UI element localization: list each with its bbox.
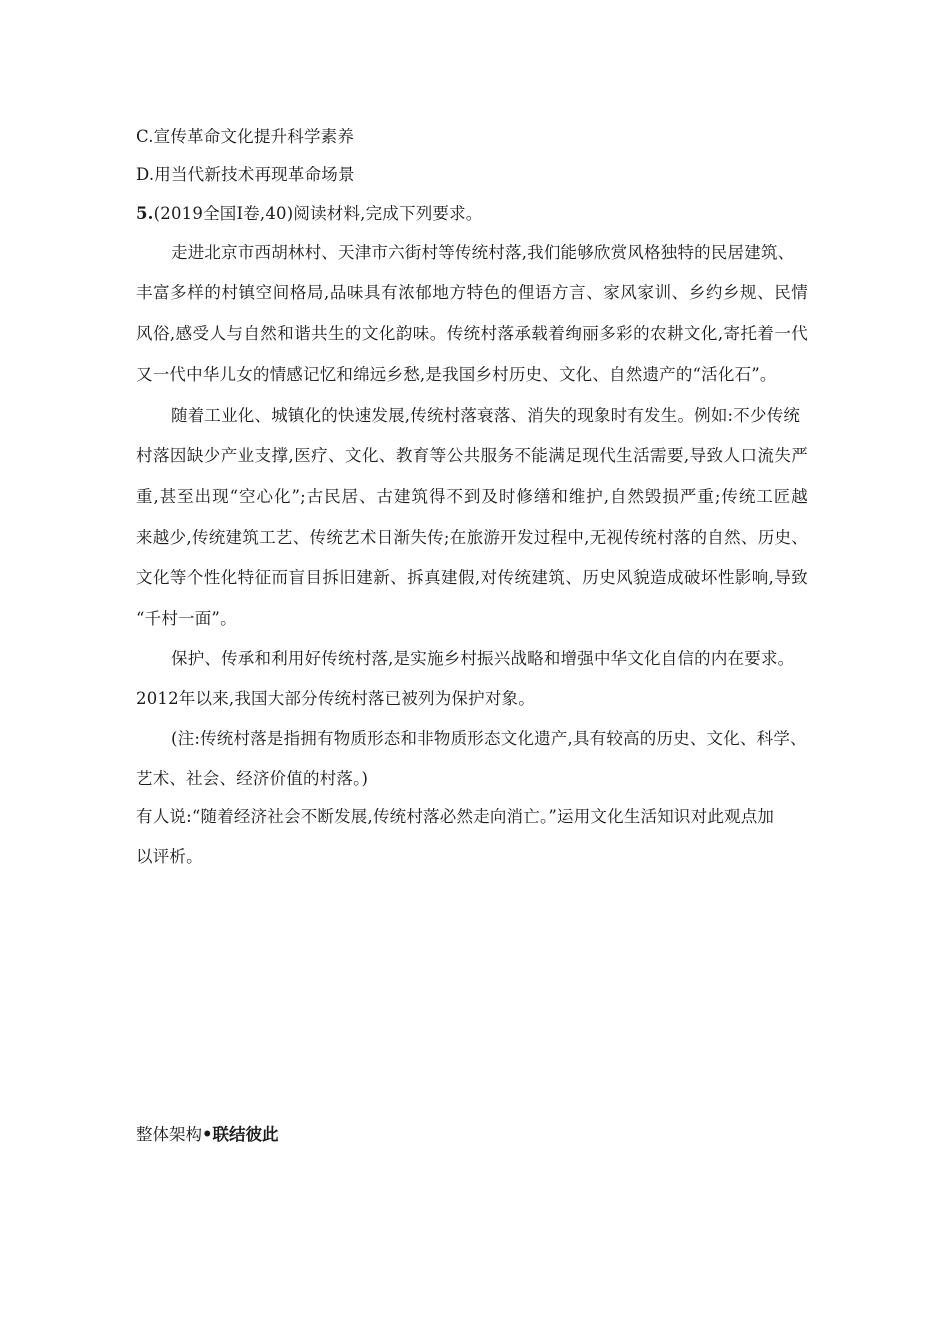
note-line2: 艺术、社会、经济价值的村落。) bbox=[136, 769, 369, 788]
para1-line3: 风俗,感受人与自然和谐共生的文化韵味。传统村落承载着绚丽多彩的农耕文化,寄托着一代 bbox=[136, 324, 808, 343]
para2-line4: 来越少,传统建筑工艺、传统艺术日渐失传;在旅游开发过程中,无视传统村落的自然、历史、 bbox=[136, 528, 808, 547]
note-line1: (注:传统村落是指拥有物质形态和非物质形态文化遗产,具有较高的历史、文化、科学、 bbox=[171, 729, 807, 748]
para1-line2: 丰富多样的村镇空间格局,品味具有浓郁地方特色的俚语方言、家风家训、乡约乡规、民情 bbox=[136, 283, 808, 302]
section-title-dot: • bbox=[202, 1125, 213, 1144]
para1-line4: 又一代中华儿女的情感记忆和绵远乡愁,是我国乡村历史、文化、自然遗产的“活化石”。 bbox=[136, 365, 777, 384]
section-title-prefix: 整体架构 bbox=[136, 1125, 202, 1144]
section-title bbox=[136, 1124, 279, 1146]
para3-line2: 2012年以来,我国大部分传统村落已被列为保护对象。 bbox=[136, 689, 535, 708]
prompt-line2: 以评析。 bbox=[136, 847, 203, 866]
question-source: (2019全国Ⅰ卷,40)阅读材料,完成下列要求。 bbox=[153, 204, 483, 223]
section-title-suffix: 联结彼此 bbox=[212, 1125, 279, 1144]
para2-line2: 村落因缺少产业支撑,医疗、文化、教育等公共服务不能满足现代生活需要,导致人口流失严 bbox=[136, 446, 808, 465]
option-c: C.宣传革命文化提升科学素养 bbox=[136, 127, 355, 146]
question-5-header bbox=[136, 203, 483, 225]
para1-line1: 走进北京市西胡林村、天津市六街村等传统村落,我们能够欣赏风格独特的民居建筑、 bbox=[171, 243, 795, 262]
para3-line1: 保护、传承和利用好传统村落,是实施乡村振兴战略和增强中华文化自信的内在要求。 bbox=[171, 649, 795, 668]
para2-line6: “千村一面”。 bbox=[136, 609, 237, 628]
para2-line1: 随着工业化、城镇化的快速发展,传统村落衰落、消失的现象时有发生。例如:不少传统 bbox=[171, 406, 801, 425]
para2-line3: 重,甚至出现“空心化”;古民居、古建筑得不到及时修缮和维护,自然毁损严重;传统工匠越 bbox=[136, 487, 808, 506]
option-d: D.用当代新技术再现革命场景 bbox=[136, 165, 355, 184]
question-number: 5. bbox=[136, 204, 154, 223]
prompt-line1: 有人说:“随着经济社会不断发展,传统村落必然走向消亡。”运用文化生活知识对此观点加 bbox=[136, 807, 775, 826]
para2-line5: 文化等个性化特征而盲目拆旧建新、拆真建假,对传统建筑、历史风貌造成破坏性影响,导致 bbox=[136, 568, 808, 587]
